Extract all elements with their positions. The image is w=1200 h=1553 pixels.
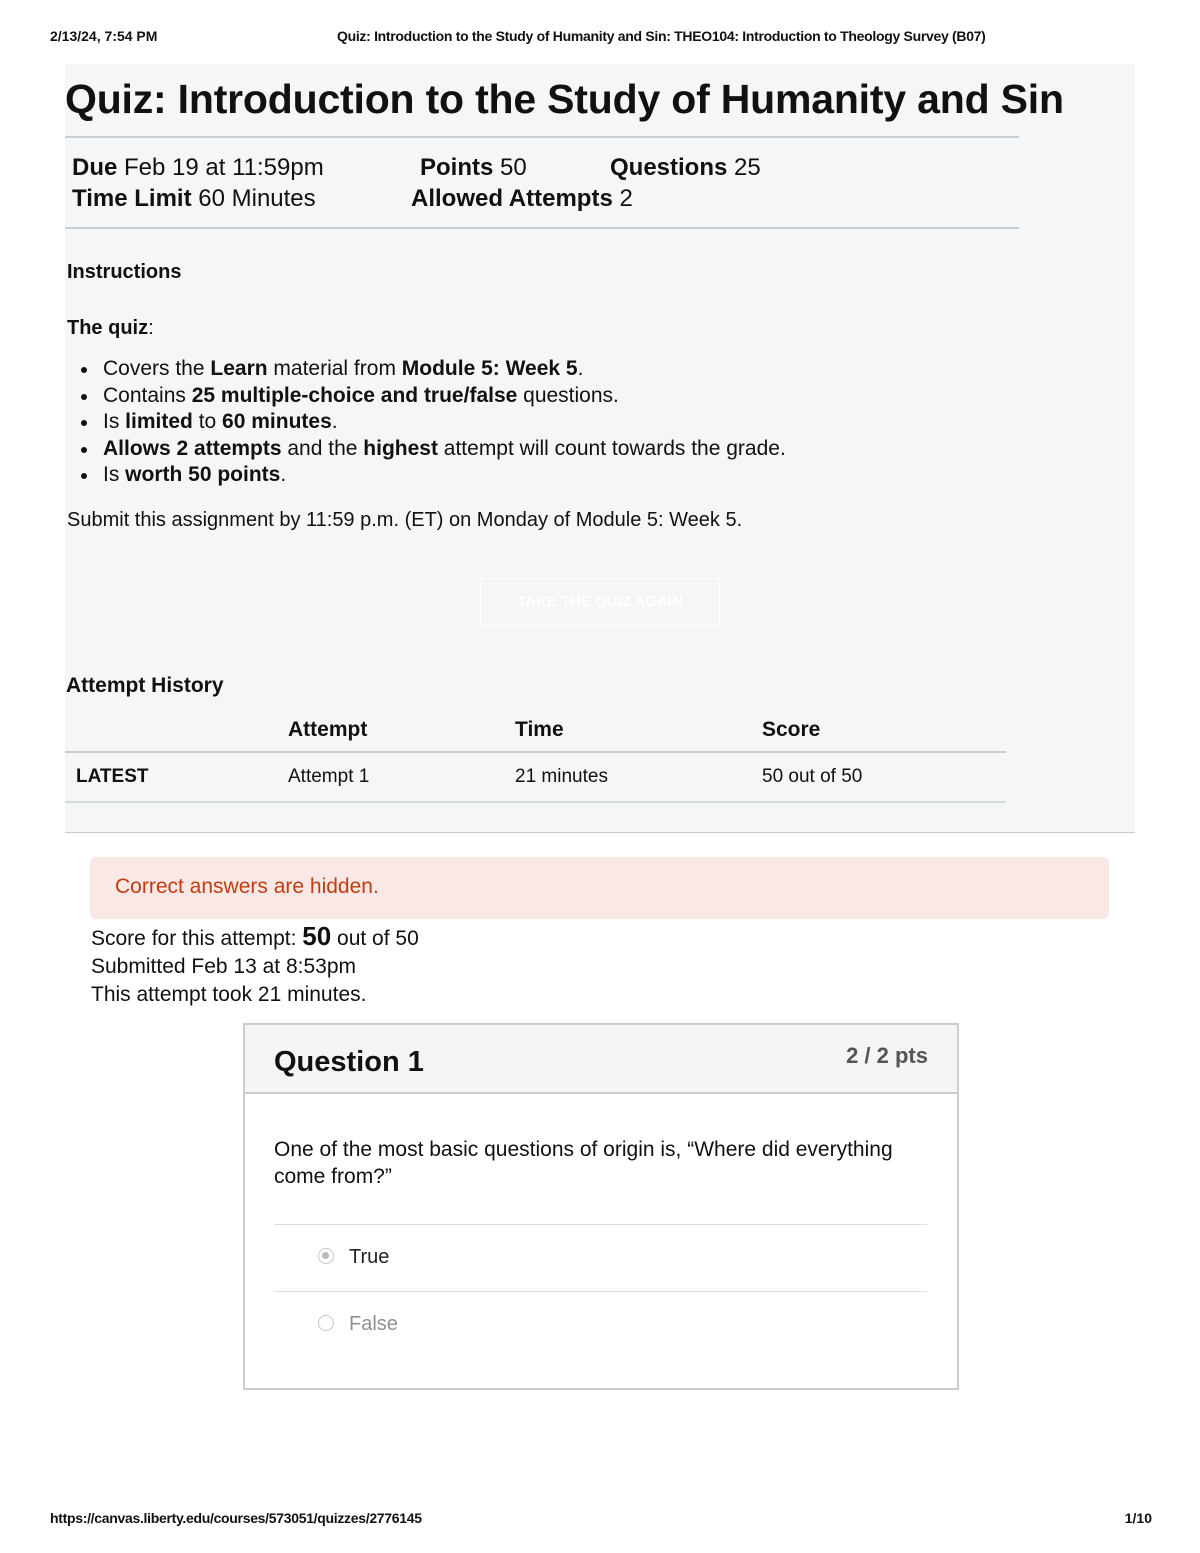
instructions-lead [67, 317, 154, 340]
instruction-item: Allows 2 attempts and the highest attempt will count towards the grade. [79, 436, 786, 463]
divider [65, 227, 1019, 229]
attempt-time: 21 minutes [515, 752, 762, 802]
take-quiz-again-button[interactable]: TAKE THE QUIZ AGAIN [480, 578, 720, 626]
question-title: Question 1 [274, 1046, 424, 1078]
question-text: One of the most basic questions of origin is, “Where did everything come from?” [274, 1138, 893, 1188]
latest-tag: LATEST [65, 752, 288, 802]
column-header-attempt: Attempt [288, 708, 515, 752]
column-header-time: Time [515, 708, 762, 752]
table-header-row [65, 708, 1006, 752]
time-limit-label: Time Limit [72, 185, 192, 212]
attempt-summary [91, 922, 419, 1009]
answers-hidden-alert [90, 857, 1109, 919]
attempt-link[interactable]: Attempt 1 [288, 752, 515, 802]
points-value: 50 [500, 154, 527, 181]
question-card [243, 1023, 959, 1390]
time-limit-value: 60 Minutes [198, 185, 316, 212]
column-header-score: Score [762, 708, 1006, 752]
radio-selected-icon[interactable] [318, 1248, 334, 1264]
answer-divider [274, 1224, 927, 1225]
instructions-list [79, 356, 786, 489]
question-points: 2 / 2 pts [846, 1043, 928, 1068]
instruction-item: Covers the Learn material from Module 5: Week 5. [79, 356, 786, 383]
print-header [50, 28, 1150, 48]
due-date [72, 154, 324, 182]
quiz-details-panel [65, 64, 1135, 833]
instruction-item: Is limited to 60 minutes. [79, 409, 786, 436]
attempt-history-table [65, 708, 1006, 803]
instruction-item: Is worth 50 points. [79, 462, 786, 489]
answer-divider [274, 1291, 927, 1292]
alert-text: Correct answers are hidden. [115, 875, 379, 898]
attempt-submitted: Submitted Feb 13 at 8:53pm [91, 955, 356, 978]
attempt-duration: This attempt took 21 minutes. [91, 983, 367, 1006]
instruction-item: Contains 25 multiple-choice and true/false questions. [79, 383, 786, 410]
print-document-title: Quiz: Introduction to the Study of Humanity and Sin: THEO104: Introduction to Theology Survey (B07) [337, 28, 986, 44]
print-page-number: 1/10 [1124, 1510, 1152, 1526]
print-datetime: 2/13/24, 7:54 PM [50, 28, 158, 44]
due-value: Feb 19 at 11:59pm [124, 154, 324, 181]
divider [65, 136, 1019, 138]
due-label: Due [72, 154, 118, 181]
print-url: https://canvas.liberty.edu/courses/573051/quizzes/2776145 [50, 1510, 422, 1526]
column-header [65, 708, 288, 752]
time-limit [72, 185, 316, 213]
questions-label: Questions [610, 154, 728, 181]
instructions-lead-suffix: : [148, 317, 154, 339]
question-header [245, 1025, 957, 1094]
radio-unselected-icon[interactable] [318, 1315, 334, 1331]
table-row [65, 752, 1006, 802]
attempt-score-line: Score for this attempt: 50 out of 50 [91, 921, 419, 951]
attempt-history-heading: Attempt History [66, 674, 224, 697]
questions-count [610, 154, 761, 182]
instructions-lead-bold: The quiz [67, 317, 149, 339]
page-title: Quiz: Introduction to the Study of Humanity and Sin [65, 76, 1064, 122]
attempt-score: 50 out of 50 [762, 752, 1006, 802]
submit-deadline-note: Submit this assignment by 11:59 p.m. (ET) on Monday of Module 5: Week 5. [67, 509, 743, 531]
allowed-attempts-value: 2 [619, 185, 633, 212]
questions-value: 25 [734, 154, 761, 181]
answer-label: True [349, 1246, 390, 1268]
points [420, 154, 527, 182]
points-label: Points [420, 154, 494, 181]
answer-label: False [349, 1313, 398, 1335]
allowed-attempts-label: Allowed Attempts [411, 185, 613, 212]
allowed-attempts [411, 185, 633, 213]
instructions-heading: Instructions [67, 261, 182, 283]
print-footer [50, 1510, 1152, 1530]
attempt-score-value: 50 [302, 921, 332, 951]
